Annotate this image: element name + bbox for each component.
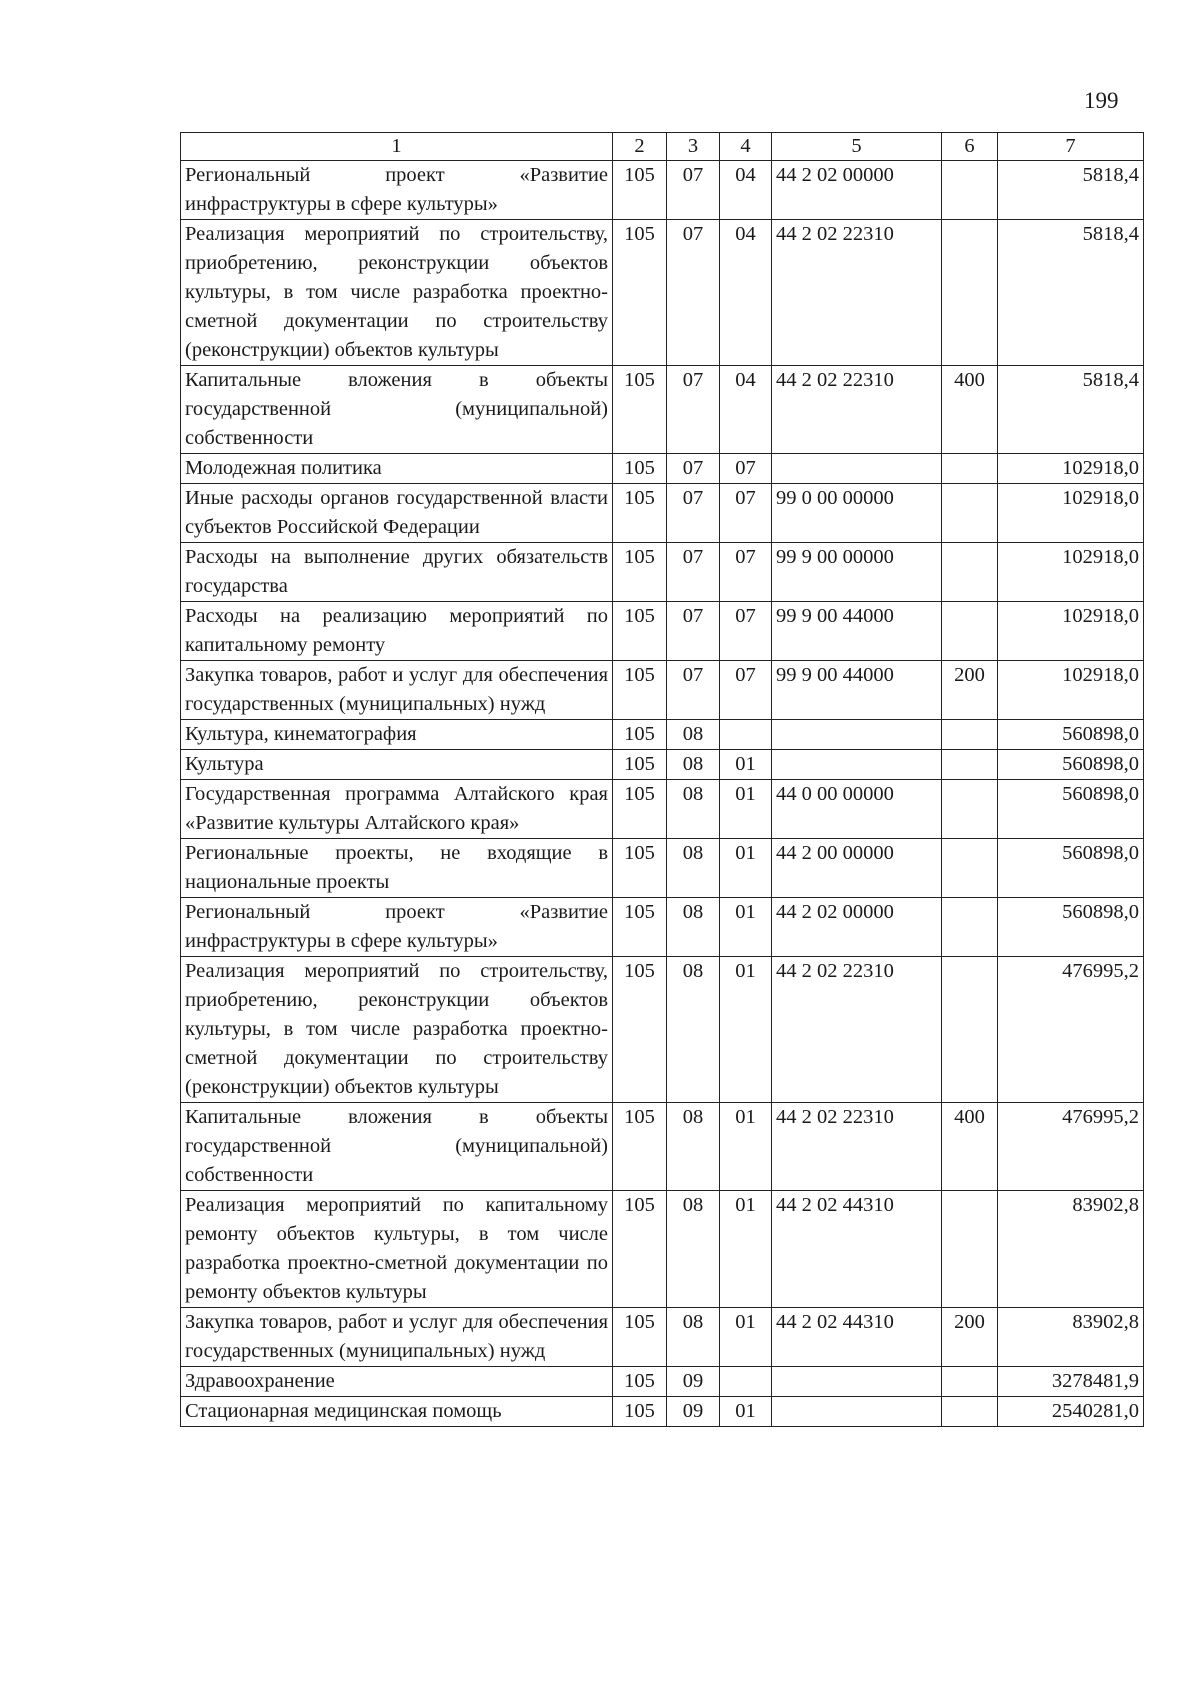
cell-expense-type bbox=[942, 750, 998, 780]
cell-expense-type bbox=[942, 454, 998, 484]
row-name-cell: Молодежная политика bbox=[181, 454, 613, 484]
cell-amount: 5818,4 bbox=[998, 366, 1144, 454]
cell-expense-type: 400 bbox=[942, 1103, 998, 1191]
cell-expense-type bbox=[942, 484, 998, 543]
cell-admin-code: 105 bbox=[613, 220, 667, 366]
cell-expense-type bbox=[942, 1191, 998, 1308]
cell-amount: 476995,2 bbox=[998, 957, 1144, 1103]
cell-amount: 2540281,0 bbox=[998, 1397, 1144, 1427]
cell-amount: 5818,4 bbox=[998, 161, 1144, 220]
cell-subsection: 04 bbox=[720, 220, 772, 366]
cell-expense-type bbox=[942, 543, 998, 602]
cell-expense-type bbox=[942, 839, 998, 898]
cell-subsection: 01 bbox=[720, 898, 772, 957]
cell-admin-code: 105 bbox=[613, 161, 667, 220]
table-row bbox=[181, 602, 1144, 661]
table-row bbox=[181, 839, 1144, 898]
table-row bbox=[181, 780, 1144, 839]
cell-target-article: 44 2 02 22310 bbox=[772, 1103, 942, 1191]
cell-amount: 5818,4 bbox=[998, 220, 1144, 366]
row-name-cell: Капитальные вложения в объекты государственной (муниципальной) собственности bbox=[181, 1103, 613, 1191]
row-name-cell: Закупка товаров, работ и услуг для обеспечения государственных (муниципальных) нужд bbox=[181, 661, 613, 720]
cell-expense-type: 200 bbox=[942, 1308, 998, 1367]
column-header: 1 bbox=[181, 133, 613, 161]
cell-section: 08 bbox=[667, 1103, 720, 1191]
cell-amount: 102918,0 bbox=[998, 454, 1144, 484]
cell-admin-code: 105 bbox=[613, 1191, 667, 1308]
cell-section: 07 bbox=[667, 220, 720, 366]
cell-target-article: 44 2 02 22310 bbox=[772, 366, 942, 454]
cell-admin-code: 105 bbox=[613, 454, 667, 484]
row-name-cell: Здравоохранение bbox=[181, 1367, 613, 1397]
table-row bbox=[181, 720, 1144, 750]
cell-amount: 102918,0 bbox=[998, 484, 1144, 543]
cell-amount: 560898,0 bbox=[998, 839, 1144, 898]
table-row bbox=[181, 661, 1144, 720]
cell-target-article: 44 2 02 00000 bbox=[772, 161, 942, 220]
cell-section: 08 bbox=[667, 839, 720, 898]
cell-expense-type bbox=[942, 602, 998, 661]
cell-target-article bbox=[772, 454, 942, 484]
cell-target-article: 44 2 00 00000 bbox=[772, 839, 942, 898]
cell-expense-type bbox=[942, 1397, 998, 1427]
table-row bbox=[181, 1397, 1144, 1427]
row-name-cell: Реализация мероприятий по капитальному ремонту объектов культуры, в том числе разработка проектно-сметной документации по ремонту объектов культуры bbox=[181, 1191, 613, 1308]
cell-subsection: 01 bbox=[720, 1191, 772, 1308]
cell-admin-code: 105 bbox=[613, 750, 667, 780]
table-row bbox=[181, 1103, 1144, 1191]
cell-target-article: 44 2 02 22310 bbox=[772, 957, 942, 1103]
cell-expense-type bbox=[942, 957, 998, 1103]
cell-subsection: 07 bbox=[720, 602, 772, 661]
cell-amount: 102918,0 bbox=[998, 543, 1144, 602]
cell-subsection: 04 bbox=[720, 161, 772, 220]
cell-amount: 83902,8 bbox=[998, 1308, 1144, 1367]
cell-admin-code: 105 bbox=[613, 1367, 667, 1397]
row-name-cell: Региональный проект «Развитие инфраструктуры в сфере культуры» bbox=[181, 161, 613, 220]
cell-expense-type: 200 bbox=[942, 661, 998, 720]
cell-section: 07 bbox=[667, 661, 720, 720]
cell-admin-code: 105 bbox=[613, 366, 667, 454]
cell-subsection: 07 bbox=[720, 484, 772, 543]
column-header: 3 bbox=[667, 133, 720, 161]
cell-amount: 3278481,9 bbox=[998, 1367, 1144, 1397]
row-name-cell: Государственная программа Алтайского края «Развитие культуры Алтайского края» bbox=[181, 780, 613, 839]
table-row bbox=[181, 1367, 1144, 1397]
cell-expense-type bbox=[942, 720, 998, 750]
column-header: 2 bbox=[613, 133, 667, 161]
cell-expense-type bbox=[942, 898, 998, 957]
table-row bbox=[181, 220, 1144, 366]
cell-target-article: 44 2 02 44310 bbox=[772, 1308, 942, 1367]
cell-section: 07 bbox=[667, 161, 720, 220]
cell-subsection: 04 bbox=[720, 366, 772, 454]
budget-table bbox=[180, 132, 1144, 1427]
cell-target-article: 44 2 02 22310 bbox=[772, 220, 942, 366]
cell-target-article: 44 0 00 00000 bbox=[772, 780, 942, 839]
table-row bbox=[181, 1308, 1144, 1367]
cell-subsection bbox=[720, 1367, 772, 1397]
cell-admin-code: 105 bbox=[613, 898, 667, 957]
column-header: 7 bbox=[998, 133, 1144, 161]
row-name-cell: Иные расходы органов государственной власти субъектов Российской Федерации bbox=[181, 484, 613, 543]
row-name-cell: Закупка товаров, работ и услуг для обеспечения государственных (муниципальных) нужд bbox=[181, 1308, 613, 1367]
column-header: 6 bbox=[942, 133, 998, 161]
page-number: 199 bbox=[1084, 88, 1119, 113]
row-name-cell: Реализация мероприятий по строительству, приобретению, реконструкции объектов культуры, в том числе разработка проектно-сметной документации по строительству (реконструкции) объектов культуры bbox=[181, 957, 613, 1103]
cell-expense-type: 400 bbox=[942, 366, 998, 454]
cell-amount: 560898,0 bbox=[998, 720, 1144, 750]
cell-amount: 476995,2 bbox=[998, 1103, 1144, 1191]
cell-subsection: 07 bbox=[720, 454, 772, 484]
cell-section: 08 bbox=[667, 1308, 720, 1367]
cell-section: 08 bbox=[667, 720, 720, 750]
cell-expense-type bbox=[942, 220, 998, 366]
table-row bbox=[181, 750, 1144, 780]
row-name-cell: Региональные проекты, не входящие в национальные проекты bbox=[181, 839, 613, 898]
cell-subsection: 01 bbox=[720, 750, 772, 780]
cell-amount: 102918,0 bbox=[998, 602, 1144, 661]
cell-expense-type bbox=[942, 1367, 998, 1397]
cell-admin-code: 105 bbox=[613, 1397, 667, 1427]
cell-amount: 560898,0 bbox=[998, 780, 1144, 839]
cell-target-article bbox=[772, 750, 942, 780]
column-header: 5 bbox=[772, 133, 942, 161]
cell-admin-code: 105 bbox=[613, 839, 667, 898]
cell-target-article: 99 9 00 44000 bbox=[772, 602, 942, 661]
row-name-cell: Расходы на реализацию мероприятий по капитальному ремонту bbox=[181, 602, 613, 661]
table-row bbox=[181, 543, 1144, 602]
table-row bbox=[181, 366, 1144, 454]
cell-target-article: 44 2 02 00000 bbox=[772, 898, 942, 957]
cell-section: 08 bbox=[667, 750, 720, 780]
table-row bbox=[181, 161, 1144, 220]
cell-amount: 560898,0 bbox=[998, 898, 1144, 957]
cell-subsection bbox=[720, 720, 772, 750]
cell-subsection: 01 bbox=[720, 1103, 772, 1191]
cell-subsection: 01 bbox=[720, 1308, 772, 1367]
cell-admin-code: 105 bbox=[613, 780, 667, 839]
cell-section: 07 bbox=[667, 454, 720, 484]
cell-target-article: 99 9 00 00000 bbox=[772, 543, 942, 602]
cell-admin-code: 105 bbox=[613, 484, 667, 543]
cell-subsection: 07 bbox=[720, 661, 772, 720]
cell-section: 07 bbox=[667, 602, 720, 661]
cell-admin-code: 105 bbox=[613, 661, 667, 720]
cell-section: 08 bbox=[667, 780, 720, 839]
cell-admin-code: 105 bbox=[613, 543, 667, 602]
cell-expense-type bbox=[942, 161, 998, 220]
cell-target-article bbox=[772, 720, 942, 750]
cell-expense-type bbox=[942, 780, 998, 839]
row-name-cell: Стационарная медицинская помощь bbox=[181, 1397, 613, 1427]
row-name-cell: Культура bbox=[181, 750, 613, 780]
row-name-cell: Региональный проект «Развитие инфраструктуры в сфере культуры» bbox=[181, 898, 613, 957]
table-row bbox=[181, 957, 1144, 1103]
table-row bbox=[181, 454, 1144, 484]
cell-section: 07 bbox=[667, 543, 720, 602]
cell-section: 08 bbox=[667, 898, 720, 957]
cell-amount: 102918,0 bbox=[998, 661, 1144, 720]
cell-subsection: 07 bbox=[720, 543, 772, 602]
cell-amount: 83902,8 bbox=[998, 1191, 1144, 1308]
table-row bbox=[181, 1191, 1144, 1308]
table-row bbox=[181, 898, 1144, 957]
cell-subsection: 01 bbox=[720, 780, 772, 839]
table-body bbox=[181, 161, 1144, 1427]
cell-target-article bbox=[772, 1397, 942, 1427]
row-name-cell: Реализация мероприятий по строительству, приобретению, реконструкции объектов культуры, в том числе разработка проектно-сметной документации по строительству (реконструкции) объектов культуры bbox=[181, 220, 613, 366]
column-header: 4 bbox=[720, 133, 772, 161]
table-header-row bbox=[181, 133, 1144, 161]
row-name-cell: Капитальные вложения в объекты государственной (муниципальной) собственности bbox=[181, 366, 613, 454]
cell-target-article: 99 0 00 00000 bbox=[772, 484, 942, 543]
cell-target-article bbox=[772, 1367, 942, 1397]
cell-section: 09 bbox=[667, 1367, 720, 1397]
cell-section: 07 bbox=[667, 366, 720, 454]
cell-section: 09 bbox=[667, 1397, 720, 1427]
cell-subsection: 01 bbox=[720, 839, 772, 898]
cell-admin-code: 105 bbox=[613, 957, 667, 1103]
cell-target-article: 44 2 02 44310 bbox=[772, 1191, 942, 1308]
cell-admin-code: 105 bbox=[613, 720, 667, 750]
cell-subsection: 01 bbox=[720, 957, 772, 1103]
cell-admin-code: 105 bbox=[613, 602, 667, 661]
cell-admin-code: 105 bbox=[613, 1308, 667, 1367]
cell-section: 08 bbox=[667, 1191, 720, 1308]
cell-amount: 560898,0 bbox=[998, 750, 1144, 780]
cell-target-article: 99 9 00 44000 bbox=[772, 661, 942, 720]
cell-section: 08 bbox=[667, 957, 720, 1103]
cell-section: 07 bbox=[667, 484, 720, 543]
row-name-cell: Расходы на выполнение других обязательств государства bbox=[181, 543, 613, 602]
cell-subsection: 01 bbox=[720, 1397, 772, 1427]
cell-admin-code: 105 bbox=[613, 1103, 667, 1191]
table-row bbox=[181, 484, 1144, 543]
row-name-cell: Культура, кинематография bbox=[181, 720, 613, 750]
